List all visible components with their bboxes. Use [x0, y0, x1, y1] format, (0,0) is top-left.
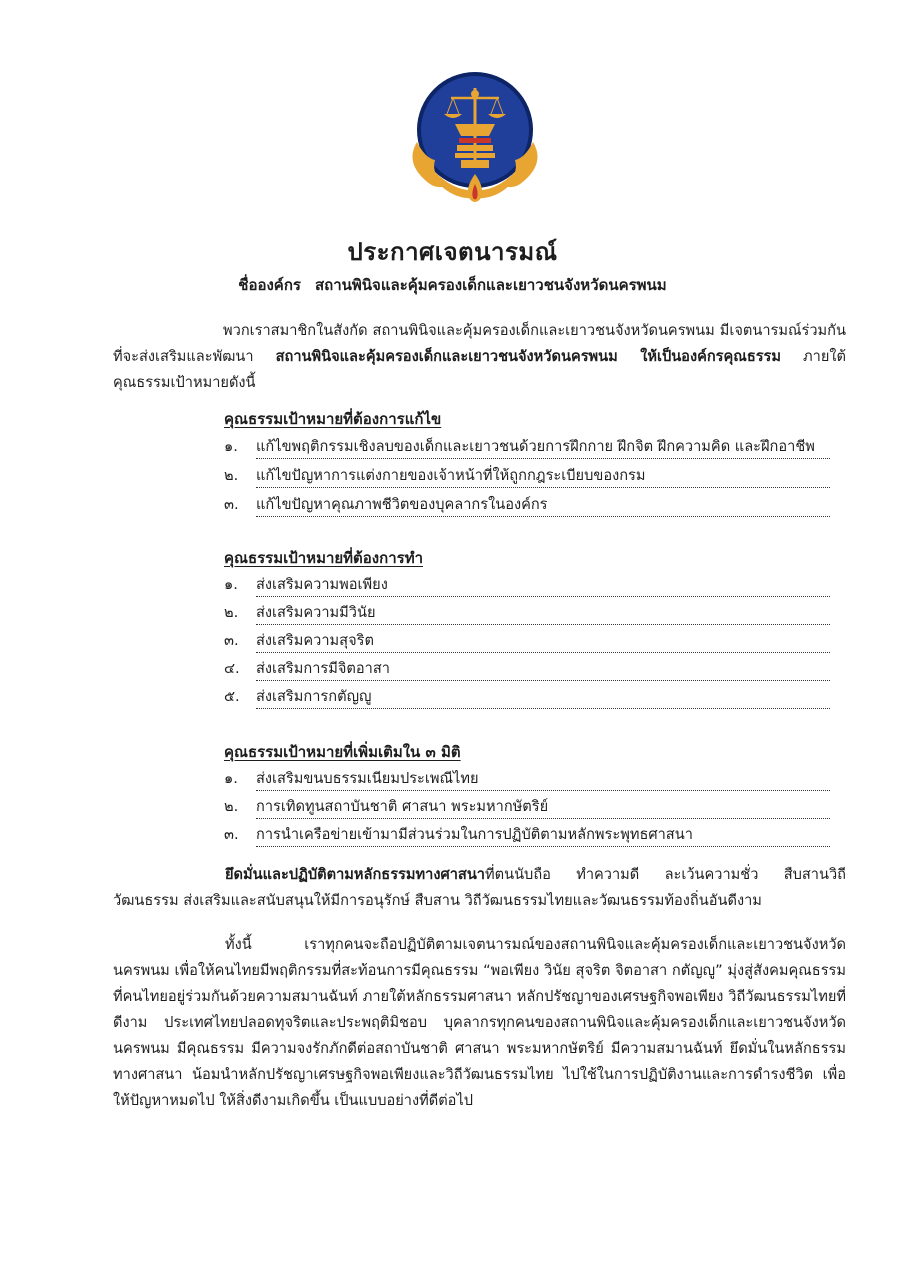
- section-heading-fix: คุณธรรมเป้าหมายที่ต้องการแก้ไข: [224, 410, 442, 428]
- list-item-text: แก้ไขปัญหาคุณภาพชีวิตของบุคลากรในองค์กร: [256, 492, 830, 517]
- list-item-number: ๓.: [224, 826, 239, 843]
- list-item-number: ๑.: [224, 438, 238, 455]
- organization-label: ชื่อองค์กร: [238, 276, 301, 294]
- intro-text-1: พวกเราสมาชิกในสังกัด สถานพินิจและคุ้มครองเด็กและเยาวชนจังหวัดนครพนม มีเจตนารมณ์ร่วมกันที่จะส่งเสริมและพัฒนา: [113, 322, 846, 365]
- list-item-number: ๕.: [224, 688, 240, 705]
- list-item-number: ๒.: [224, 798, 239, 815]
- list-item: [224, 822, 830, 848]
- list-item: [224, 492, 830, 518]
- list-item-text: แก้ไขพฤติกรรมเชิงลบของเด็กและเยาวชนด้วยการฝึกกาย ฝึกจิต ฝึกความคิด และฝึกอาชีพ: [256, 434, 830, 459]
- intro-text-2: ภายใต้คุณธรรมเป้าหมายดังนี้: [113, 348, 847, 391]
- list-item-text: ส่งเสริมการมีจิตอาสา: [256, 656, 830, 681]
- list-item: [224, 794, 830, 820]
- list-item-number: ๑.: [224, 576, 238, 593]
- commitment-paragraph: [113, 862, 846, 914]
- intro-bold-text: สถานพินิจและคุ้มครองเด็กและเยาวชนจังหวัดนครพนม ให้เป็นองค์กรคุณธรรม: [275, 348, 782, 365]
- organization-line: [0, 273, 905, 297]
- list-item-number: ๑.: [224, 770, 238, 787]
- list-item: [224, 766, 830, 792]
- list-item-text: แก้ไขปัญหาการแต่งกายของเจ้าหน้าที่ให้ถูกกฎระเบียบของกรม: [256, 463, 830, 488]
- list-item-number: ๔.: [224, 660, 240, 677]
- commitment-text: ที่ตนนับถือ ทำความดี ละเว้นความชั่ว สืบสานวิถีวัฒนธรรม ส่งเสริมและสนับสนุนให้มีการอนุรักษ์ สืบสาน วิถีวัฒนธรรมไทยและวัฒนธรรมท้องถิ่นอันดีงาม: [113, 866, 846, 909]
- list-item-text: การนำเครือข่ายเข้ามามีส่วนร่วมในการปฏิบัติตามหลักพระพุทธศาสนา: [256, 822, 830, 847]
- commitment-bold-text: ยึดมั่นและปฏิบัติตามหลักธรรมทางศาสนา: [225, 866, 485, 883]
- organization-name: สถานพินิจและคุ้มครองเด็กและเยาวชนจังหวัดนครพนม: [314, 276, 667, 294]
- list-item-number: ๒.: [224, 604, 239, 621]
- list-item-number: ๒.: [224, 467, 239, 484]
- section-heading-do: คุณธรรมเป้าหมายที่ต้องการทำ: [224, 549, 423, 567]
- intro-paragraph: [113, 318, 846, 396]
- list-item-text: ส่งเสริมความพอเพียง: [256, 572, 830, 597]
- list-item-text: การเทิดทูนสถาบันชาติ ศาสนา พระมหากษัตริย์: [256, 794, 830, 819]
- list-item-number: ๓.: [224, 496, 239, 513]
- list-item: [224, 628, 830, 654]
- page-title: ประกาศเจตนารมณ์: [347, 238, 558, 266]
- list-item: [224, 600, 830, 626]
- list-item: [224, 463, 830, 489]
- list-item: [224, 684, 830, 710]
- list-item: [224, 656, 830, 682]
- list-item-text: ส่งเสริมขนบธรรมเนียมประเพณีไทย: [256, 766, 830, 791]
- section-heading-extra: คุณธรรมเป้าหมายที่เพิ่มเติมใน ๓ มิติ: [224, 743, 461, 761]
- list-item-text: ส่งเสริมความสุจริต: [256, 628, 830, 653]
- list-item-text: ส่งเสริมความมีวินัย: [256, 600, 830, 625]
- list-item-text: ส่งเสริมการกตัญญู: [256, 684, 830, 709]
- list-item: [224, 572, 830, 598]
- list-item: [224, 434, 830, 460]
- closing-paragraph: ทั้งนี้ เราทุกคนจะถือปฏิบัติตามเจตนารมณ์ของสถานพินิจและคุ้มครองเด็กและเยาวชนจังหวัดนครพนม เพื่อให้คนไทยมีพฤติกรรมที่สะท้อนการมีคุณธรรม “พอเพียง วินัย สุจริต จิตอาสา กตัญญู” มุ่งสู่สังคมคุณธรรมที่คนไทยอยู่ร่วมกันด้วยความสมานฉันท์ ภายใต้หลักธรรมศาสนา หลักปรัชญาของเศรษฐกิจพอเพียง วิถีวัฒนธรรมไทยที่ดีงาม ประเทศไทยปลอดทุจริตและประพฤติมิชอบ บุคลากรทุกคนของสถานพินิจและคุ้มครองเด็กและเยาวชนจังหวัดนครพนม มีคุณธรรม มีความจงรักภักดีต่อสถาบันชาติ ศาสนา พระมหากษัตริย์ มีความสมานฉันท์ ยึดมั่นในหลักธรรมทางศาสนา น้อมนำหลักปรัชญาเศรษฐกิจพอเพียงและวิถีวัฒนธรรมไทย ไปใช้ในการปฏิบัติงานและการดำรงชีวิต เพื่อให้ปัญหาหมดไป ให้สิ่งดีงามเกิดขึ้น เป็นแบบอย่างที่ดีต่อไป: [113, 936, 846, 1109]
- list-item-number: ๓.: [224, 632, 239, 649]
- justice-scales-emblem-icon: [395, 62, 555, 212]
